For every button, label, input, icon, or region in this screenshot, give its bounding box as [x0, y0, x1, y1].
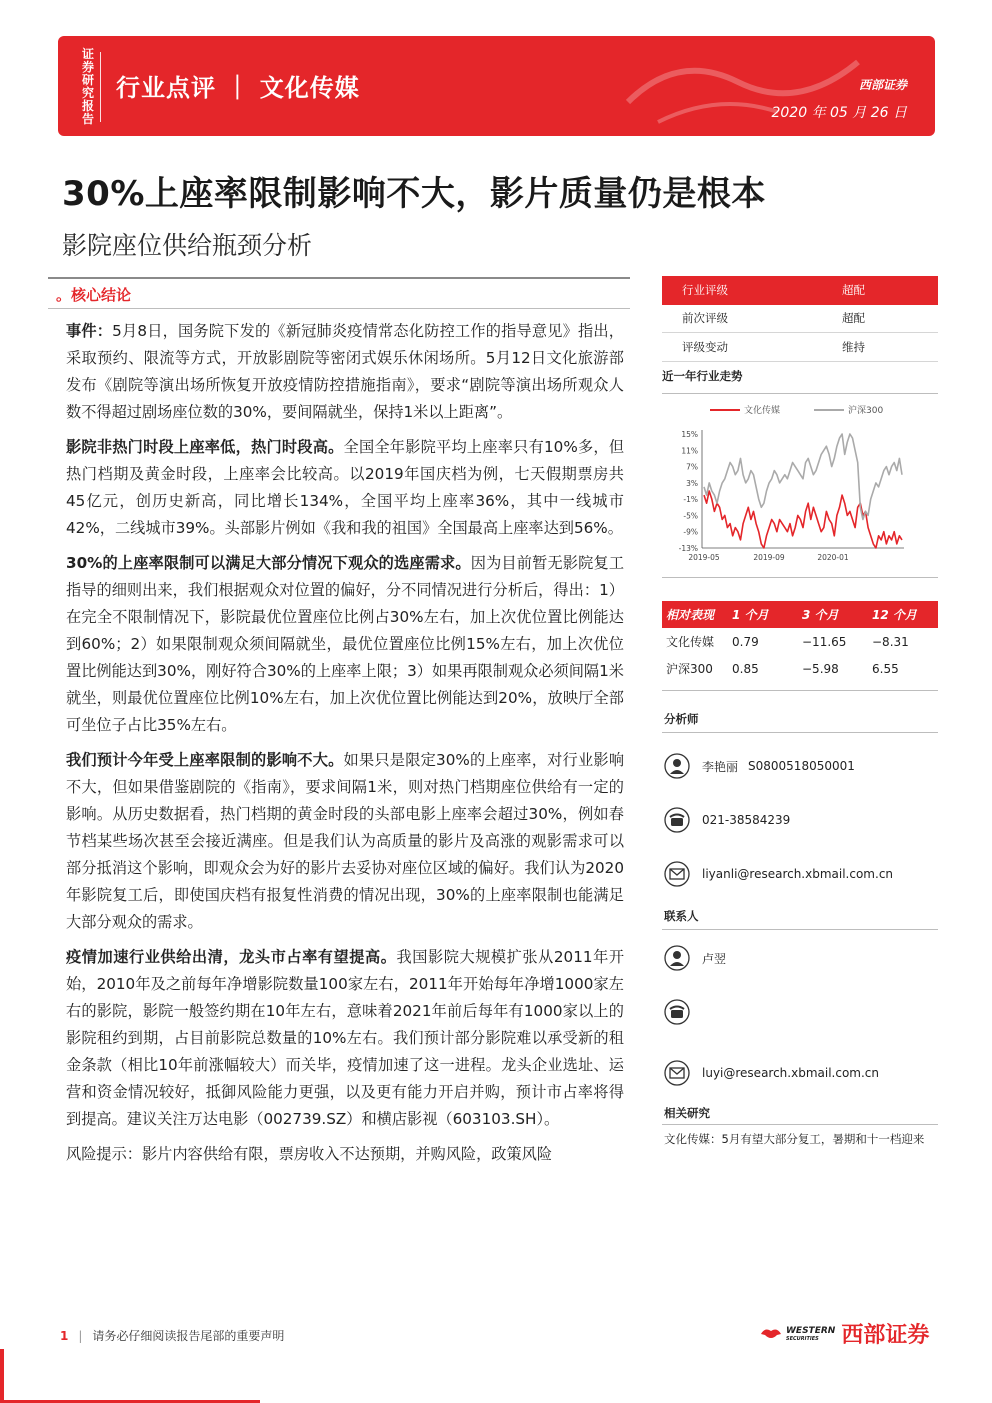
paragraph-lead: 疫情加速行业供给出清，龙头市占率有望提高。: [66, 948, 397, 966]
logo-chinese: 西部证券: [841, 1323, 930, 1348]
person-icon: [664, 753, 690, 779]
paragraph-text: 如果只是限定30%的上座率，对行业影响不大，但如果借鉴剧院的《指南》，要求间隔1米，则对热门档期座位供给有一定的影响。从历史数据看，热门档期的黄金时段的头部电影上座率会超过30%，例如春节档某些场次甚至会接近满座。但是我们认为高质量的影片及高涨的观影需求可以部分抵消这个影响，即观众会为好的影片去妥协对座位区域的偏好。我们认为2020年影院复工后，即使国庆档有报复性消费的情况出现，30%的上座率限制也能满足大部分观众的需求。: [66, 751, 625, 931]
report-category: 行业点评 ｜ 文化传媒: [116, 74, 360, 102]
paragraph: [66, 434, 624, 542]
divider: [662, 929, 938, 930]
y-tick-label: -1%: [683, 495, 698, 505]
contact-phone-row: [664, 999, 702, 1025]
header-banner: [58, 36, 935, 136]
paragraph-text: 因为目前暂无影院复工指导的细则出来，我们根据观众对位置的偏好，分不同情况进行分析后，得出：1）在完全不限制情况下，影院最优位置座位比例占30%左右，加上次优位置比例能达到60%；2）如果限制观众须间隔就坐，最优位置座位比例15%左右，加上次优位置比例能达到30%，刚好符合30%的上座率上限；3）如果再限制观众必须间隔1米就坐，则最优位置座位比例10%左右，加上次优位置比例能达到20%，放映厅全部可坐位子占比35%左右。: [66, 554, 625, 734]
paragraph-text: 全国全年影院平均上座率只有10%多，但热门档期及黄金时段，上座率会比较高。以2019年国庆档为例，七天假期票房共45亿元，创历史新高，同比增长134%，全国平均上座率36%，其中一线城市42%，二线城市39%。头部影片例如《我和我的祖国》全国最高上座率达到56%。: [66, 438, 625, 537]
footer: [60, 1327, 284, 1344]
x-tick-label: 2019-05: [688, 553, 720, 562]
report-body: [66, 318, 624, 1176]
table-cell: 6.55: [872, 661, 899, 676]
table-row: [662, 628, 938, 655]
y-tick-label: -13%: [678, 544, 698, 553]
contact-name-row: [664, 945, 726, 971]
paragraph-lead: 事件：: [66, 322, 113, 340]
logo-english-sub: SECURITIES: [786, 1335, 819, 1342]
table-cell: 0.85: [732, 661, 759, 676]
footer-logo: [760, 1318, 929, 1349]
table-cell: 0.79: [732, 634, 759, 649]
divider: [662, 690, 938, 691]
table-cell: 文化传媒: [666, 635, 715, 649]
x-tick-label: 2020-01: [817, 553, 849, 562]
page-title: 30%上座率限制影响不大，影片质量仍是根本: [62, 174, 766, 214]
divider: [662, 1124, 938, 1125]
divider: [100, 52, 101, 122]
bull-logo-icon: [760, 1326, 782, 1342]
column-header: 3 个月: [802, 608, 839, 622]
performance-table: [662, 601, 938, 682]
contact-label: 联系人: [664, 909, 699, 923]
y-tick-label: 3%: [686, 478, 698, 488]
paragraph: [66, 944, 624, 1133]
paragraph-text: 我国影院大规模扩张从2011年开始，2010年及之前每年净增影院数量100家左右，2011年开始每年净增1000家左右的影院，影院一般签约期在10年左右，意味着2021年前后每年有1000家以上的影院租约到期，占目前影院总数量的10%左右。我们预计部分影院难以承受新的租金条款（相比10年前涨幅较大）而关毕，疫情加速了这一进程。龙头企业选址、运营和资金情况较好，抵御风险能力更强，以及更有能力开启并购，预计市占率将得到提高。建议关注万达电影（002739.SZ）和横店影视（603103.SH）。: [66, 948, 625, 1128]
divider: [48, 308, 630, 309]
paragraph: [66, 747, 624, 936]
trend-title: 近一年行业走势: [662, 368, 938, 394]
divider: [662, 732, 938, 733]
rating-row: [662, 333, 938, 362]
paragraph-lead: 我们预计今年受上座率限制的影响不大。: [66, 751, 344, 769]
person-icon: [664, 945, 690, 971]
analyst-phone-row: [664, 807, 790, 833]
paragraph-lead: 影院非热门时段上座率低，热门时段高。: [66, 438, 344, 456]
x-tick-label: 2019-09: [753, 553, 785, 562]
risk-note: 风险提示：影片内容供给有限，票房收入不达预期，并购风险，政策风险: [66, 1145, 552, 1163]
column-header: 相对表现: [666, 608, 715, 622]
legend-label: 沪深300: [848, 406, 884, 416]
phone-icon: [664, 807, 690, 833]
y-tick-label: -9%: [683, 527, 698, 537]
rating-key: 评级变动: [682, 339, 728, 354]
logo-english: WESTERN: [786, 1325, 836, 1336]
rating-key: 行业评级: [682, 283, 728, 298]
contact-email-row[interactable]: [664, 1060, 879, 1086]
contact-name: 卢翌: [702, 951, 727, 966]
analyst-name: 李艳丽: [702, 759, 739, 774]
trend-chart: [662, 394, 938, 578]
mail-icon: [664, 861, 690, 887]
y-tick-label: 11%: [681, 446, 698, 456]
table-cell: 沪深300: [666, 662, 713, 676]
series-line: [704, 491, 902, 548]
paragraph: [66, 318, 624, 426]
rating-row: [662, 276, 938, 305]
analyst-email[interactable]: liyanli@research.xbmail.com.cn: [702, 867, 894, 881]
table-cell: −5.98: [802, 661, 839, 676]
analyst-label: 分析师: [664, 712, 699, 726]
mail-icon: [664, 1060, 690, 1086]
rating-table: [662, 276, 938, 362]
footer-separator: |: [78, 1329, 83, 1343]
analyst-cert: S0800518050001: [748, 759, 855, 773]
column-header: 12 个月: [872, 608, 917, 622]
brand-name: 西部证券: [858, 78, 907, 92]
line-chart: [662, 394, 938, 578]
paragraph-text: 5月8日，国务院下发的《新冠肺炎疫情常态化防控工作的指导意见》指出，采取预约、限流等方式，开放影剧院等密闭式娱乐休闲场所。5月12日文化旅游部发布《剧院等演出场所恢复开放疫情防控措施指南》，要求“剧院等演出场所观众人数不得超过剧场座位数的30%，要间隔就坐，保持1米以上距离”。: [66, 322, 624, 421]
analyst-email-row[interactable]: [664, 861, 893, 887]
series-line: [704, 434, 902, 520]
paragraph-lead: 30%的上座率限制可以满足大部分情况下观众的选座需求。: [66, 554, 471, 572]
y-tick-label: 15%: [681, 430, 698, 439]
rating-value: 维持: [842, 339, 865, 354]
phone-icon: [664, 999, 690, 1025]
disclaimer-note: 请务必仔细阅读报告尾部的重要声明: [92, 1329, 285, 1343]
paragraph: [66, 550, 624, 739]
report-date: 2020 年 05 月 26 日: [771, 105, 907, 121]
related-label: 相关研究: [664, 1106, 710, 1120]
column-header: 1 个月: [732, 608, 769, 622]
y-tick-label: 7%: [686, 462, 698, 472]
rating-key: 前次评级: [682, 311, 728, 326]
table-cell: −11.65: [802, 634, 847, 649]
section-heading: 。核心结论: [56, 286, 132, 304]
rating-row: [662, 305, 938, 334]
analyst-phone: 021-38584239: [702, 813, 791, 827]
analyst-name-row: [664, 753, 855, 779]
legend-label: 文化传媒: [744, 406, 781, 416]
rating-value: 超配: [842, 311, 865, 326]
rating-value: 超配: [842, 283, 865, 298]
contact-email[interactable]: luyi@research.xbmail.com.cn: [702, 1066, 879, 1080]
page-subtitle: 影院座位供给瓶颈分析: [62, 231, 313, 260]
table-header: [662, 601, 938, 628]
divider: [48, 277, 630, 279]
y-tick-label: -5%: [683, 511, 698, 521]
page-number: 1: [60, 1329, 69, 1343]
report-type-label: 证券研究报告: [82, 47, 95, 126]
table-cell: −8.31: [872, 634, 909, 649]
corner-decoration: [0, 1349, 4, 1403]
related-report-link[interactable]: 文化传媒：5月有望大部分复工，暑期和十一档迎来: [664, 1132, 925, 1146]
table-row: [662, 655, 938, 682]
